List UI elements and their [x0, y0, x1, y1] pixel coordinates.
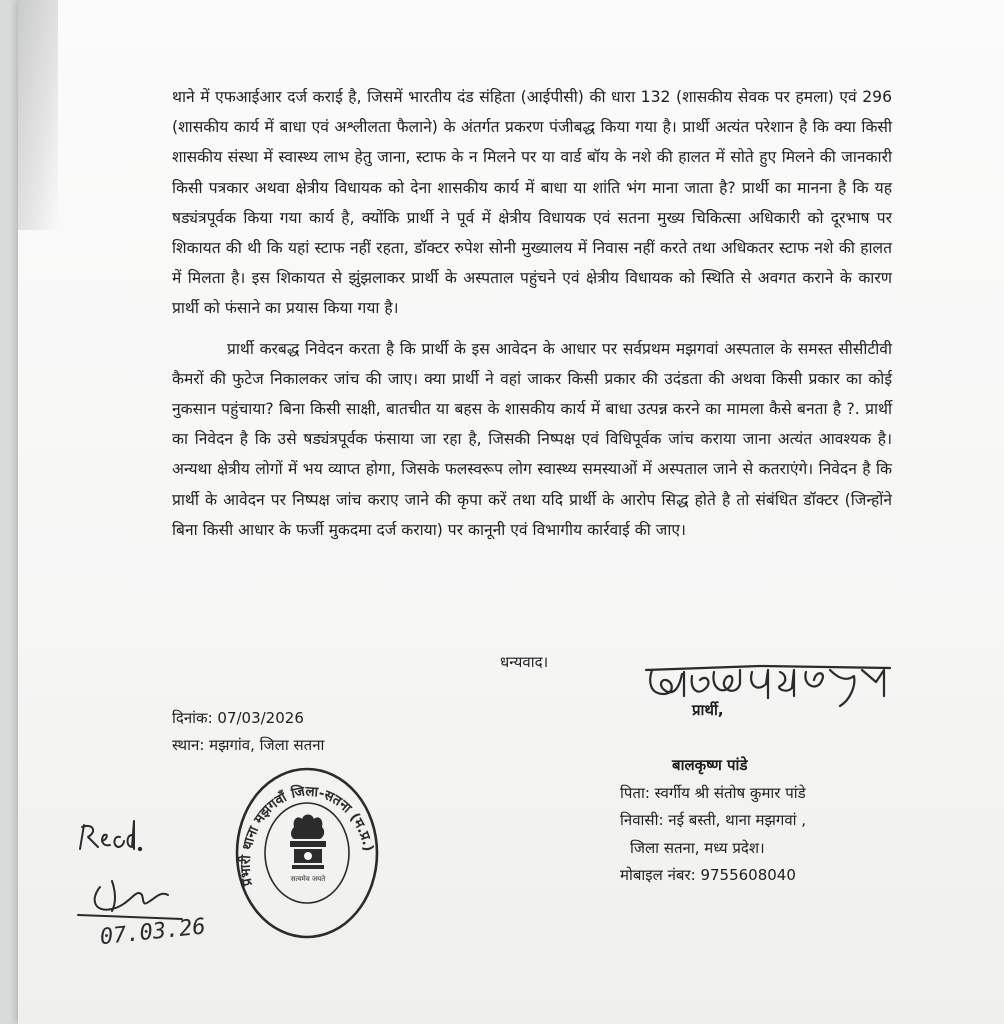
applicant-label: प्रार्थी, [692, 701, 724, 719]
signature-text: बालकृष्ण पाण्डेय [640, 652, 647, 653]
sender-father: पिता: स्वर्गीय श्री संतोष कुमार पांडे [620, 783, 806, 802]
thanks-text: धन्यवाद। [500, 653, 549, 671]
sender-name: बालकृष्ण पांडे [672, 756, 748, 774]
seal-motto: सत्यमेव जयते [290, 875, 326, 883]
sender-address-1: निवासी: नई बस्ती, थाना मझगवां , [620, 811, 807, 829]
sender-mobile: मोबाइल नंबर: 9755608040 [620, 866, 796, 884]
police-seal-stamp [232, 765, 382, 941]
page-fold-shadow [18, 0, 58, 230]
received-date: 07.03.26 [98, 914, 207, 950]
sender-block [620, 752, 806, 890]
paragraph-2: प्रार्थी करबद्ध निवेदन करता है कि प्रार्थी के इस आवेदन के आधार पर सर्वप्रथम मझगवां अस्पताल के समस्त सीसीटीवी कैमरों की फुटेज निकालकर जांच की जाए। क्या प्रार्थी ने वहां जाकर किसी प्रकार की उदंडता की अथवा किसी प्रकार का कोई नुकसान पहुंचाया? बिना किसी साक्षी, बातचीत या बहस के शासकीय कार्य में बाधा उत्पन्न करने का मामला कैसे बनता है ?. प्रार्थी का निवेदन है कि उसे षड्यंत्रपूर्वक फंसाया जा रहा है, जिसकी निष्पक्ष एवं विधिपूर्वक जांच कराया जाना अत्यंत आवश्यक है। अन्यथा क्षेत्रीय लोगों में भय व्याप्त होगा, जिसके फलस्वरूप लोग स्वास्थ्य समस्याओं में अस्पताल जाने से कतराएंगे। निवेदन है कि प्रार्थी के आवेदन पर निष्पक्ष जांच कराए जाने की कृपा करें तथा यदि प्रार्थी के आरोप सिद्ध होते है तो संबंधित डॉक्टर (जिन्होंने बिना किसी आधार के फर्जी मुकदमा दर्ज कराया) पर कानूनी एवं विभागीय कार्रवाई की जाए। [172, 339, 892, 539]
handwritten-signature [640, 652, 900, 712]
sender-address-2: जिला सतना, मध्य प्रदेश। [630, 838, 765, 857]
date-line: दिनांक: 07/03/2026 [172, 709, 304, 727]
seal-text: प्रभारी थाना मझगवाँ जिला-सतना (म.प्र.) [237, 783, 377, 888]
paragraph-1: थाने में एफआईआर दर्ज कराई है, जिसमें भारतीय दंड संहिता (आईपीसी) की धारा 132 (शासकीय सेवक पर हमला) एवं 296 (शासकीय कार्य में बाधा एवं अश्लीलता फैलाने) के अंतर्गत प्रकरण पंजीबद्ध किया गया है। प्रार्थी अत्यंत परेशान है कि क्या किसी शासकीय संस्था में स्वास्थ्य लाभ हेतु जाना, स्टाफ के न मिलने पर या वार्ड बॉय के नशे की हालत में सोते हुए मिलने की जानकारी किसी पत्रकार अथवा क्षेत्रीय विधायक को देना शासकीय कार्य में बाधा या शांति भंग माना जाता है? प्रार्थी का मानना है कि यह षड्यंत्रपूर्वक किया गया कार्य है, क्योंकि प्रार्थी ने पूर्व में क्षेत्रीय विधायक एवं सतना मुख्य चिकित्सा अधिकारी को दूरभाष पर शिकायत की थी कि यहां स्टाफ नहीं रहता, डॉक्टर रुपेश सोनी मुख्यालय में निवास नहीं करते तथा अधिकतर स्टाफ नशे की हालत में मिलता है। इस शिकायत से झुंझलाकर प्रार्थी के अस्पताल पहुंचने एवं क्षेत्रीय विधायक को स्थिति से अवगत कराने के कारण प्रार्थी को फंसाने का प्रयास किया गया है। [172, 88, 892, 318]
received-note [72, 815, 252, 950]
letter-body [172, 82, 892, 545]
place-line: स्थान: मझगांव, जिला सतना [172, 736, 325, 754]
received-label: Recd. [86, 845, 89, 846]
emblem-icon [290, 815, 326, 870]
